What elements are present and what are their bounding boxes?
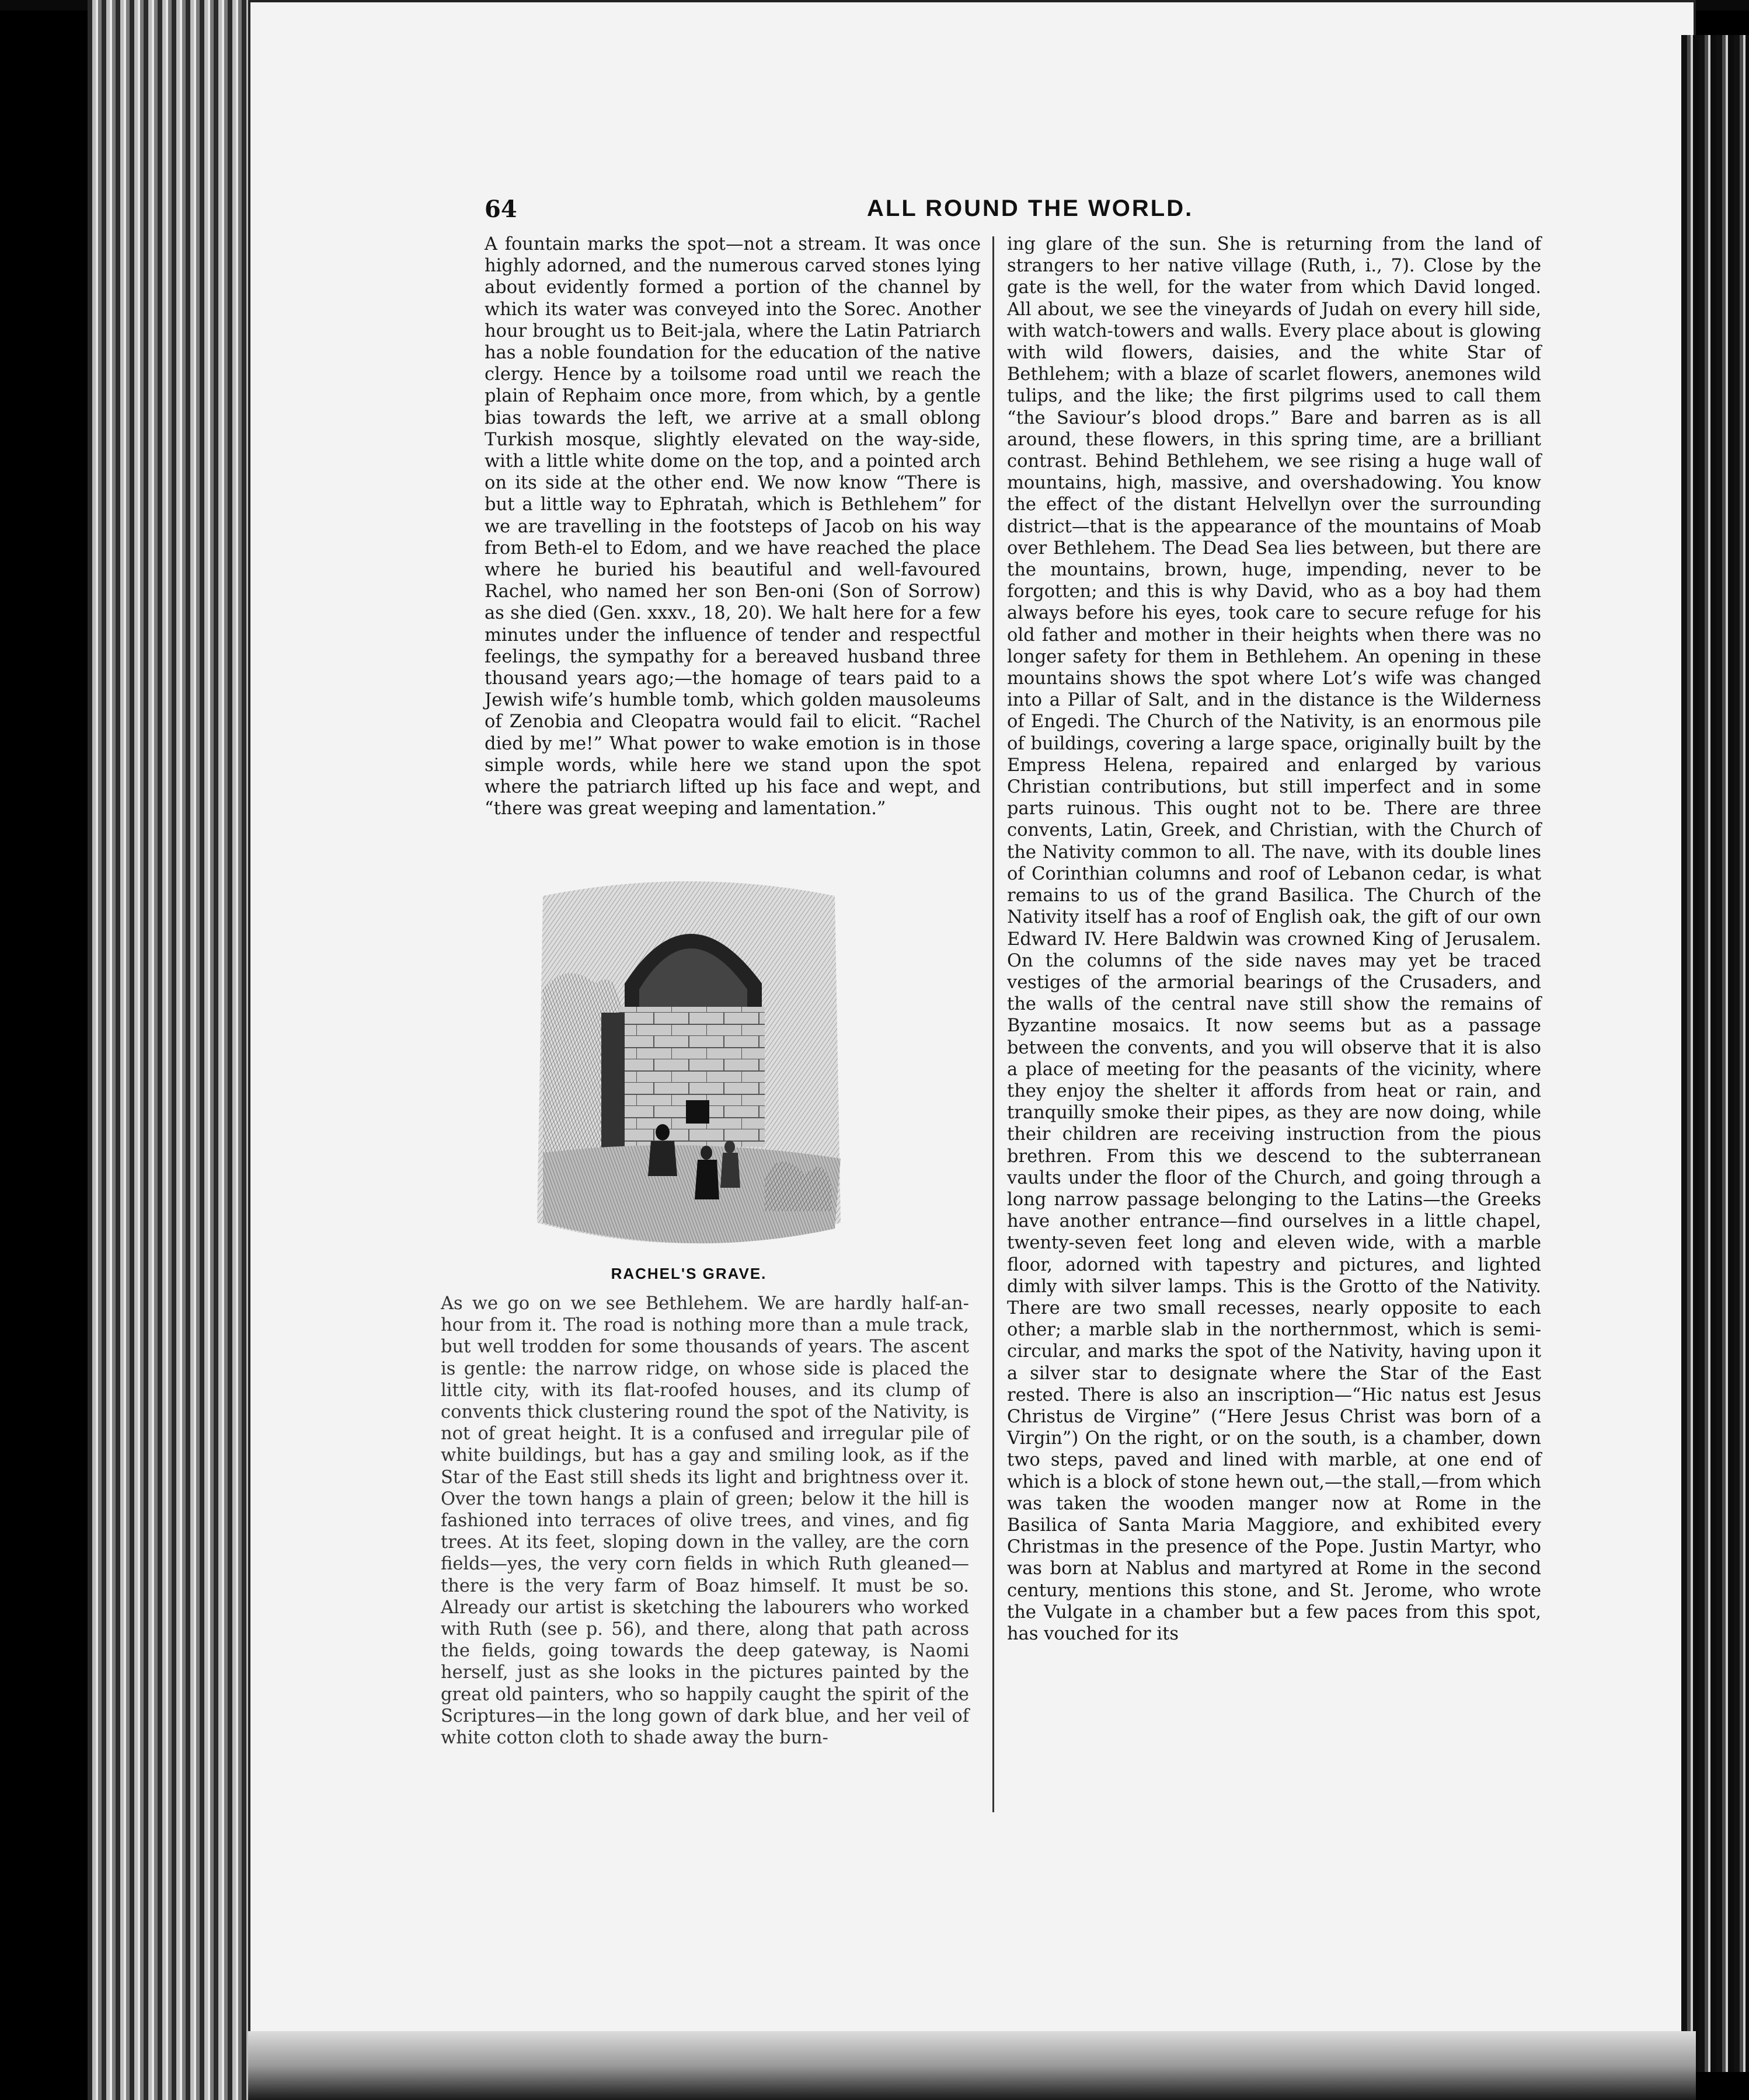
running-head: ALL ROUND THE WORLD.: [867, 196, 1194, 221]
figure-caption: RACHEL'S GRAVE.: [611, 1265, 767, 1282]
engraving-image: [531, 873, 846, 1261]
rachels-grave-illustration: [531, 873, 846, 1282]
right-column-text: ing glare of the sun. She is returning from the land of strangers to her native village (Ruth, i., 7). Close by the gate is the well, for the water from which David longed. All about, we see the vineyards of Judah on every hill side, with watch-towers and walls. Every place about is glowing with wild flowers, daisies, and the white Star of Bethlehem; with a blaze of scarlet flowers, anemones wild tulips, and the like; the first pilgrims used to call them “the Saviour’s blood drops.” Bare and barren as is all around, these flowers, in this spring time, are a brilliant contrast. Behind Bethlehem, we see rising a huge wall of mountains, high, massive, and overshadowing. You know the effect of the distant Helvellyn over the surrounding district—that is the appearance of the mountains of Moab over Bethlehem. The Dead Sea lies between, but there are the mountains, brown, huge, impending, never to be forgotten; and this is why David, who as a boy had them always before his eyes, took care to secure refuge for his old father and mother in their heights when there was no longer safety for them in Bethlehem. An opening in these mountains shows the spot where Lot’s wife was changed into a Pillar of Salt, and in the distance is the Wilderness of Engedi. The Church of the Nativity, is an enormous pile of buildings, covering a large space, originally built by the Empress Helena, repaired and enlarged by various Christian contributions, but still imperfect and in some parts ruinous. This ought not to be. There are three convents, Latin, Greek, and Christian, with the Church of the Nativity common to all. The nave, with its double lines of Corinthian columns and roof of Lebanon cedar, is what remains to us of the grand Basilica. The Church of the Nativity itself has a roof of English oak, the gift of our own Edward IV. Here Baldwin was crowned King of Jerusalem. On the columns of the side naves may yet be traced vestiges of the armorial bearings of the Crusaders, and the walls of the central nave still show the remains of Byzantine mosaics. It now seems but as a passage between the convents, and you will observe that it is also a place of meeting for the peasants of the vicinity, where they enjoy the shelter it affords from heat or rain, and tranquilly smoke their pipes, as they are now doing, while their children are receiving instruction from the pious brethren. From this we descend to the subterranean vaults under the floor of the Church, and going through a long narrow passage belonging to the Latins—the Greeks have another entrance—find ourselves in a little chapel, twenty-seven feet long and eleven wide, with a marble floor, adorned with tapestry and pictures, and lighted dimly with silver lamps. This is the Grotto of the Nativity. There are two small recesses, nearly opposite to each other; a marble slab in the northernmost, which is semi-circular, and marks the spot of the Nativity, having upon it a silver star to designate where the Star of the East rested. There is also an inscription—“Hic natus est Jesus Christus de Virgine” (“Here Jesus Christ was born of a Virgin”) On the right, or on the south, is a chamber, down two steps, paved and lined with marble, at one end of which is a block of stone hewn out,—the stall,—from which was taken the wooden manger now at Rome in the Basilica of Santa Maria Maggiore, and exhibited every Christmas in the presence of the Pope. Justin Martyr, who was born at Nablus and martyred at Rome in the second century, mentions this stone, and St. Jerome, who wrote the Vulgate in a chamber but a few paces from this spot, has vouched for its: [1007, 234, 1541, 1644]
book-page-edges-right: [1681, 35, 1749, 2072]
left-column-top-text: A fountain marks the spot—not a stream. It was once highly adorned, and the numerous carved stones lying about evidently formed a portion of the channel by which its water was conveyed into the Sorec. Another hour brought us to Beit-jala, where the Latin Patriarch has a noble foundation for the education of the native clergy. Hence by a toilsome road until we reach the plain of Rephaim once more, from which, by a gentle bias towards the left, we arrive at a small oblong Turkish mosque, slightly elevated on the way-side, with a little white dome on the top, and a pointed arch on its side at the other end. We now know “There is but a little way to Ephratah, which is Bethlehem” for we are travelling in the footsteps of Jacob on his way from Beth-el to Edom, and we have reached the place where he buried his beautiful and well-favoured Rachel, who named her son Ben-oni (Son of Sorrow) as she died (Gen. xxxv., 18, 20). We halt here for a few minutes under the influence of tender and respectful feelings, the sympathy for a bereaved husband three thousand years ago;—the homage of tears paid to a Jewish wife’s humble tomb, which golden mausoleums of Zenobia and Cleopatra would fail to elicit. “Rachel died by me!” What power to wake emotion is in those simple words, while here we stand upon the spot where the patriarch lifted up his face and wept, and “there was great weeping and lamentation.”: [485, 234, 981, 819]
page-header: [485, 196, 1535, 231]
book-page-edges-bottom: [248, 2031, 1696, 2100]
column-divider: [992, 236, 994, 1812]
left-column-bottom-text: As we go on we see Bethlehem. We are hardly half-an-hour from it. The road is nothing more than a mule track, but well trodden for some thousands of years. The ascent is gentle: the narrow ridge, on whose side is placed the little city, with its flat-roofed houses, and its clump of convents thick clustering round the spot of the Nativity, is not of great height. It is a confused and irregular pile of white buildings, but has a gay and smiling look, as if the Star of the East still sheds its light and brightness over it. Over the town hangs a plain of green; below it the hill is fashioned into terraces of olive trees, and vines, and fig trees. At its feet, sloping down in the valley, are the corn fields—yes, the very corn fields in which Ruth gleaned—there is the very farm of Boaz himself. It must be so. Already our artist is sketching the labourers who worked with Ruth (see p. 56), and there, along that path across the fields, going towards the deep gateway, is Naomi herself, just as she looks in the pictures painted by the great old painters, who so happily caught the spirit of the Scriptures—in the long gown of dark blue, and her veil of white cotton cloth to shade away the burn-: [441, 1293, 969, 1749]
book-page-edges-left: [88, 0, 263, 2100]
page-number: 64: [485, 196, 517, 223]
